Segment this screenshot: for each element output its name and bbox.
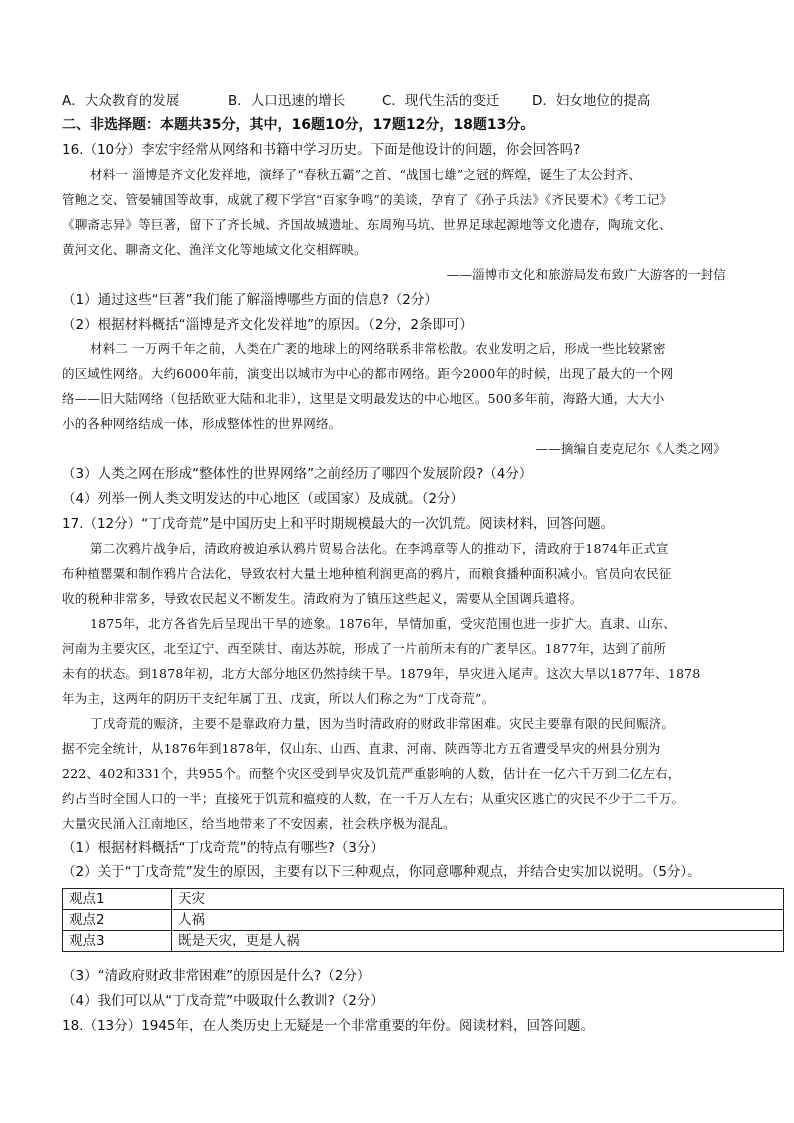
q16-sub2: （2）根据材料概括“淄博是齐文化发祥地”的原因。（2分，2条即可） (62, 317, 474, 333)
choice-options-row (62, 91, 650, 111)
q17-para1-line: 第二次鸦片战争后，清政府被迫承认鸦片贸易合法化。在李鸿章等人的推动下，清政府于1874年正式宣 (90, 541, 669, 556)
q17-para2-line: 1875年，北方各省先后呈现出干旱的迹象。1876年，旱情加重，受灾范围也进一步扩大。直隶、山东、 (90, 616, 676, 631)
option-c: C．现代生活的变迁 (382, 93, 500, 109)
viewpoint-label: 观点3 (63, 931, 172, 952)
viewpoint-text: 天灾 (172, 889, 784, 910)
viewpoint-label: 观点2 (63, 910, 172, 931)
q17-sub1: （1）根据材料概括“丁戊奇荒”的特点有哪些?（3分） (62, 840, 384, 856)
table-row (63, 931, 784, 952)
q16-material1-line: 《聊斋志异》等巨著，留下了齐长城、齐国故城遗址、东周殉马坑、世界足球起源地等文化遗存，陶琉文化、 (62, 217, 672, 232)
q17-para3-line: 丁戊奇荒的赈济，主要不是靠政府力量，因为当时清政府的财政非常困难。灾民主要靠有限的民间赈济。 (90, 716, 675, 731)
q16-material2-line: 小的各种网络结成一体，形成整体性的世界网络。 (62, 416, 342, 431)
q16-material2-line: 材料二 一万两千年之前，人类在广袤的地球上的网络联系非常松散。农业发明之后，形成一些比较紧密 (90, 341, 666, 356)
q16-stem: 16.（10分）李宏宇经常从网络和书籍中学习历史。下面是他设计的问题，你会回答吗? (62, 142, 581, 158)
q17-sub2: （2）关于“丁戊奇荒”发生的原因，主要有以下三种观点，你同意哪种观点，并结合史实加以说明。（5分）。 (62, 864, 701, 880)
table-row (63, 889, 784, 910)
q17-para2-line: 年为主，这两年的阴历干支纪年属丁丑、戊寅，所以人们称之为“丁戊奇荒”。 (62, 691, 495, 706)
q17-sub4: （4）我们可以从“丁戊奇荒”中吸取什么教训?（2分） (62, 993, 384, 1009)
q16-material2-line: 络——旧大陆网络（包括欧亚大陆和北非），这里是文明最发达的中心地区。500多年前，海路大通，大大小 (62, 391, 665, 406)
q17-para3-line: 大量灾民涌入江南地区，给当地带来了不安因素，社会秩序极为混乱。 (62, 816, 456, 831)
q16-sub4: （4）列举一例人类文明发达的中心地区（或国家）及成就。（2分） (62, 491, 464, 507)
q17-para3-line: 222、402和331个，共955个。而整个灾区受到旱灾及饥荒严重影响的人数，估计在一亿六千万到二亿左右， (62, 766, 681, 781)
viewpoint-text: 人祸 (172, 910, 784, 931)
q17-stem: 17.（12分）“丁戊奇荒”是中国历史上和平时期规模最大的一次饥荒。阅读材料，回答问题。 (62, 516, 615, 532)
option-b: B．人口迅速的增长 (228, 93, 346, 109)
viewpoints-table (62, 888, 784, 952)
q17-para3-line: 约占当时全国人口的一半；直接死于饥荒和瘟疫的人数，在一千万人左右；从重灾区逃亡的灾民不少于二千万。 (62, 791, 685, 806)
viewpoint-text: 既是天灾，更是人祸 (172, 931, 784, 952)
viewpoint-label: 观点1 (63, 889, 172, 910)
table-row (63, 910, 784, 931)
q16-material1-line: 黄河文化、聊斋文化、渔洋文化等地域文化交相辉映。 (62, 242, 367, 257)
q18-stem: 18.（13分）1945年，在人类历史上无疑是一个非常重要的年份。阅读材料，回答问题。 (62, 1018, 595, 1034)
option-d: D．妇女地位的提高 (532, 93, 651, 109)
q16-material2-source: ——摘编自麦克尼尔《人类之网》 (535, 441, 726, 456)
q17-sub3: （3）“清政府财政非常困难”的原因是什么?（2分） (62, 968, 371, 984)
q16-material1-line: 管鲍之交、管晏辅国等故事，成就了稷下学宫“百家争鸣”的美谈，孕育了《孙子兵法》《齐民要术》《考工记》 (62, 192, 673, 207)
q17-para1-line: 布种植罂粟和制作鸦片合法化，导致农村大量土地种植利润更高的鸦片，而粮食播种面积减小。官员向农民征 (62, 566, 672, 581)
q16-material1-source: ——淄博市文化和旅游局发布致广大游客的一封信 (446, 267, 726, 282)
q17-para3-line: 据不完全统计，从1876年到1878年，仅山东、山西、直隶、河南、陕西等北方五省遭受旱灾的州县分别为 (62, 741, 661, 756)
option-a: A．大众教育的发展 (62, 93, 180, 109)
q16-material2-line: 的区域性网络。大约6000年前，演变出以城市为中心的都市网络。距今2000年的时候，出现了最大的一个网 (62, 366, 674, 381)
q17-para2-line: 未有的状态。到1878年初，北方大部分地区仍然持续干旱。1879年，旱灾进入尾声。这次大旱以1877年、1878 (62, 666, 701, 681)
q16-sub1: （1）通过这些“巨著”我们能了解淄博哪些方面的信息?（2分） (62, 292, 438, 308)
q17-para1-line: 收的税种非常多，导致农民起义不断发生。清政府为了镇压这些起义，需要从全国调兵遣将。 (62, 591, 583, 606)
section-title: 二、非选择题：本题共35分，其中，16题10分，17题12分，18题13分。 (62, 117, 535, 133)
q16-sub3: （3）人类之网在形成“整体性的世界网络”之前经历了哪四个发展阶段?（4分） (62, 466, 533, 482)
q16-material1-line: 材料一 淄博是齐文化发祥地，演绎了“春秋五霸”之首、“战国七雄”之冠的辉煌，诞生了太公封齐、 (90, 167, 642, 182)
q17-para2-line: 河南为主要灾区，北至辽宁、西至陕甘、南达苏皖，形成了一片前所未有的广袤旱区。1877年，达到了前所 (62, 641, 667, 656)
